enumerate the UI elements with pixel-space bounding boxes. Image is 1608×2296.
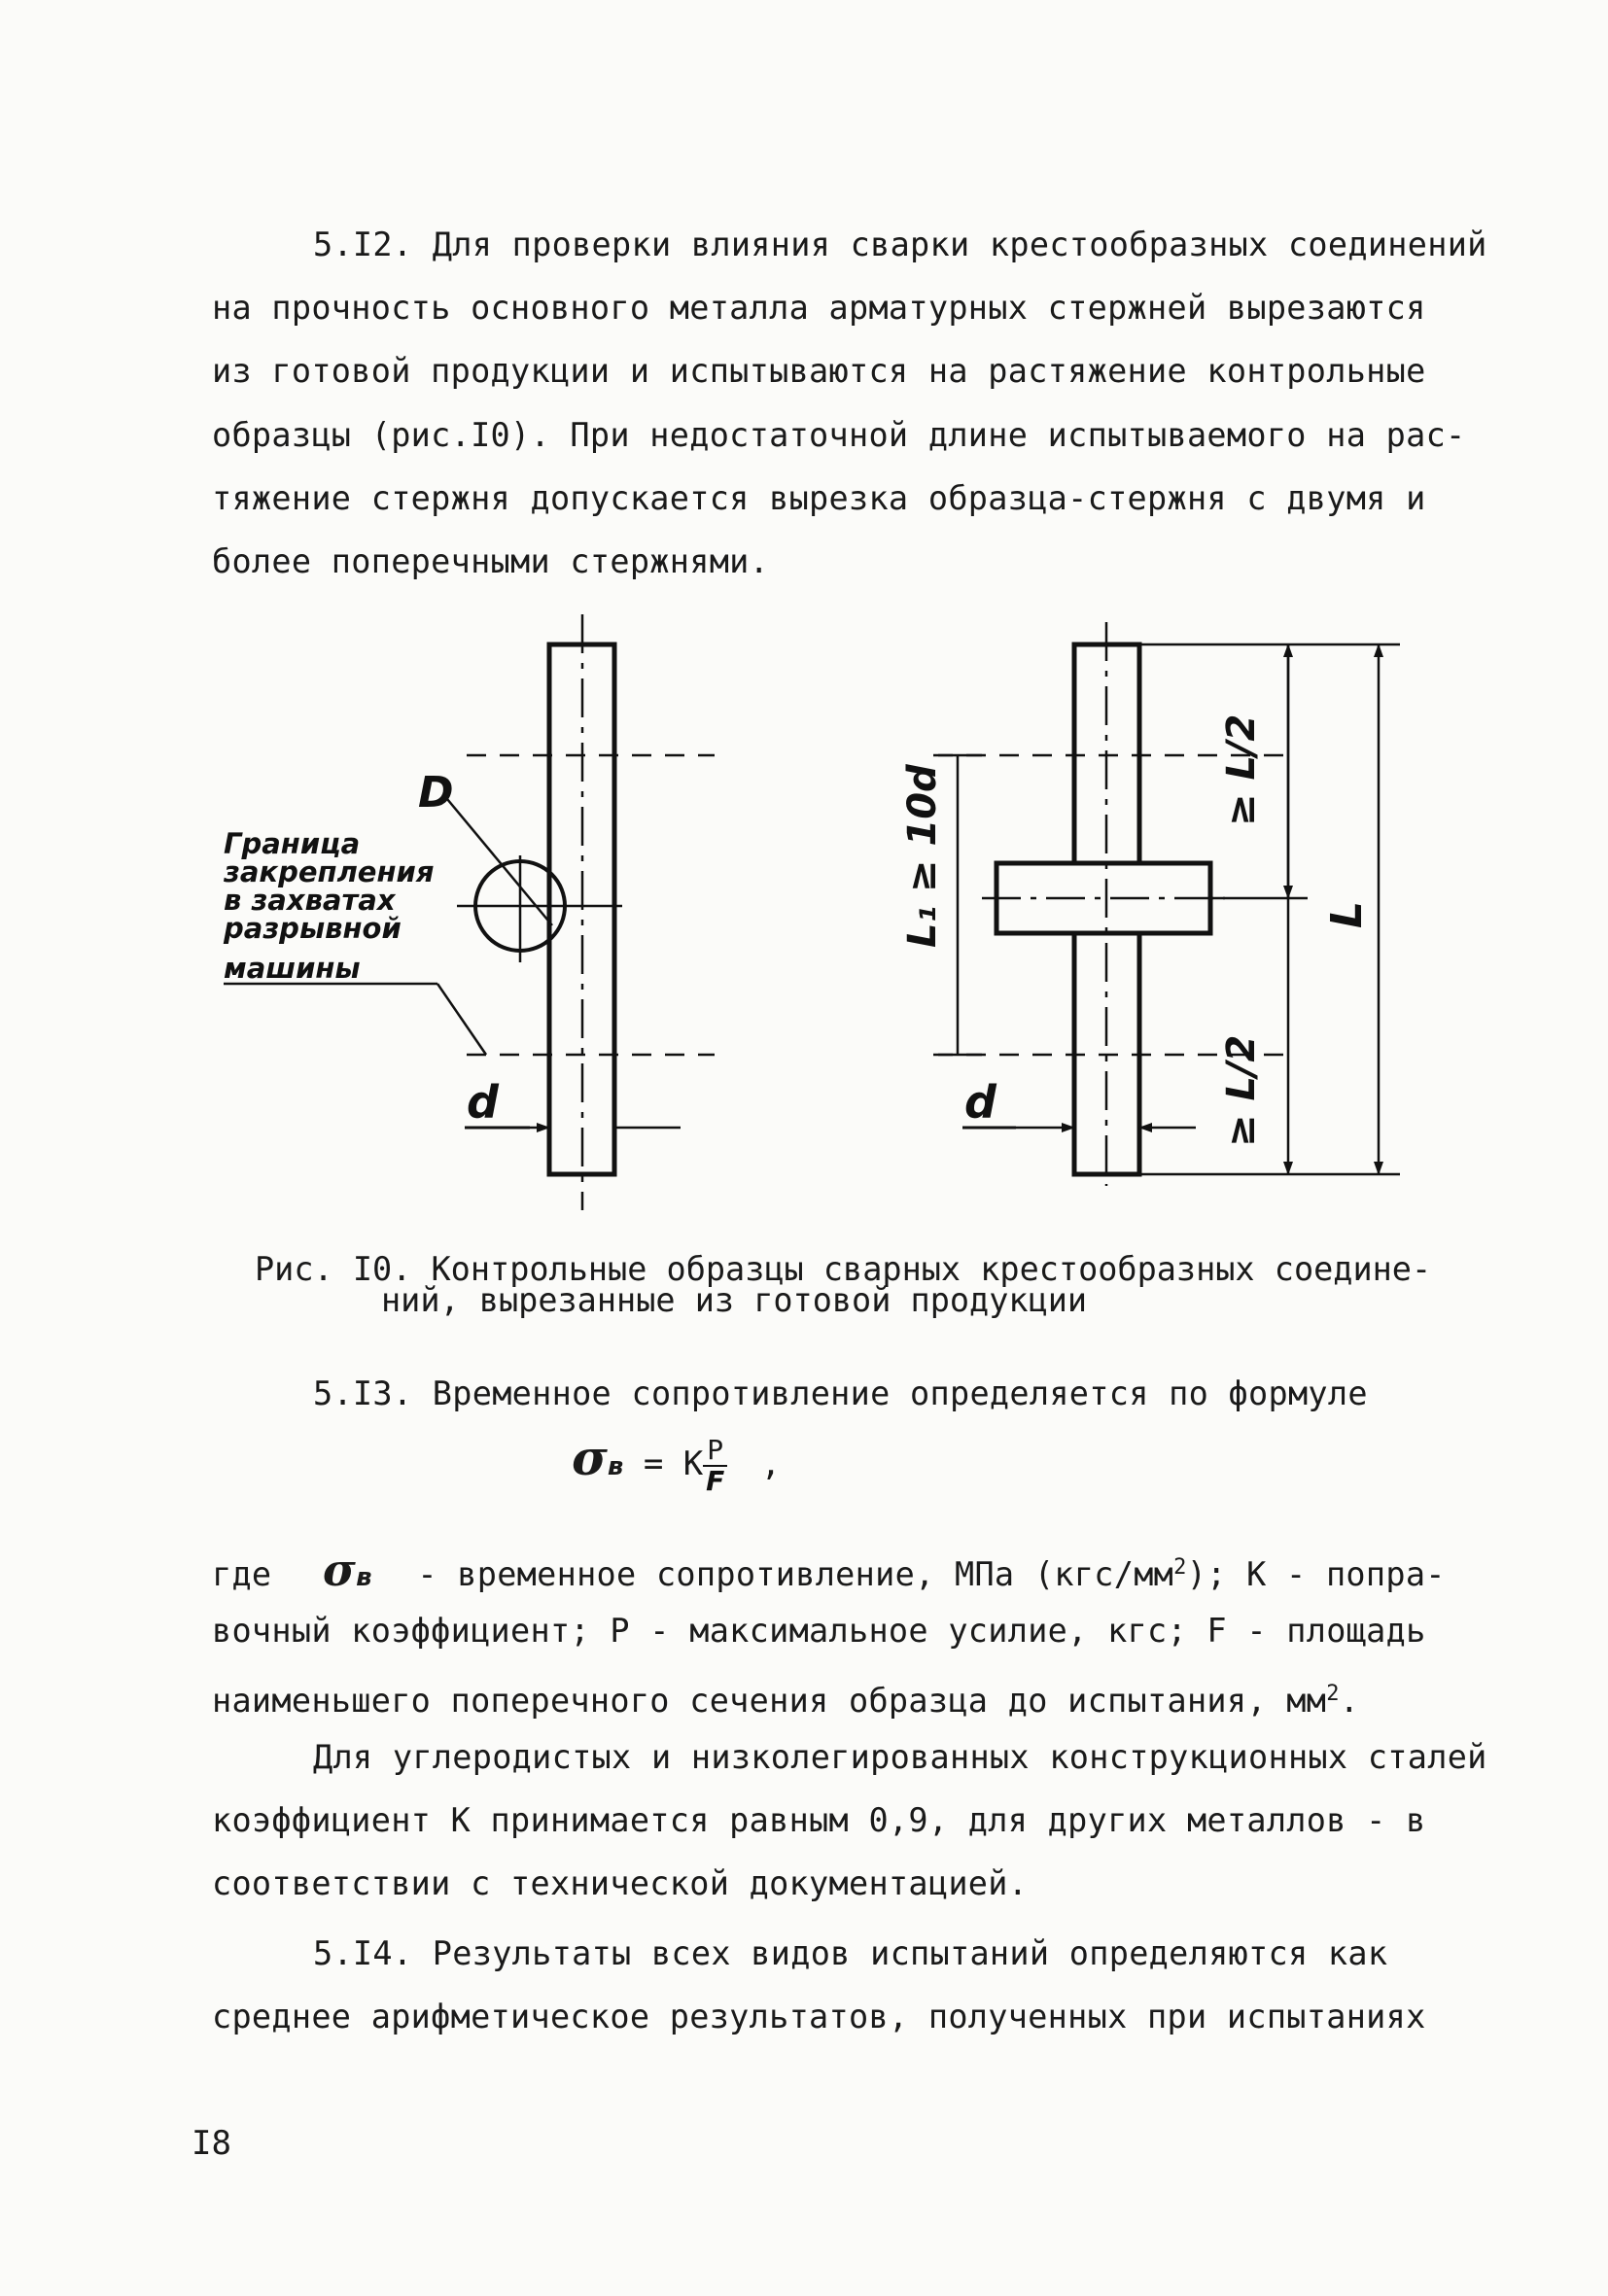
page-number: I8 (192, 2124, 231, 2163)
where-sigma: σ (322, 1544, 357, 1597)
paragraph-513-p2-line-3: соответствии с технической документацией. (212, 1864, 1029, 1902)
formula-comma: , (760, 1444, 782, 1483)
formula-ultimate-strength (572, 1429, 781, 1496)
where-line-2: вочный коэффициент; Р - максимальное усилие, кгс; F - площадь (212, 1612, 1426, 1650)
formula-eq: = K (643, 1444, 704, 1483)
label-d-right: d (964, 1076, 996, 1129)
paragraph-512-line-6: более поперечными стержнями. (212, 542, 770, 580)
boundary-label (223, 827, 434, 985)
where-line-3-text: наименьшего поперечного сечения образца до испытания, мм (212, 1682, 1327, 1721)
label-half-top: ≥ L/2 (1219, 713, 1264, 826)
formula-denominator: F (706, 1464, 725, 1497)
where-line-1 (212, 1544, 1446, 1597)
where-sigma-sub: в (356, 1563, 372, 1593)
paragraph-514-line-1: 5.I4. Результаты всех видов испытаний определяются как (313, 1934, 1388, 1972)
formula-sigma: σ (572, 1429, 608, 1486)
label-D: D (418, 768, 454, 818)
paragraph-513-p2-line-2: коэффициент К принимается равным 0,9, для других металлов - в (212, 1801, 1426, 1839)
boundary-label-line-5: машины (224, 952, 361, 985)
boundary-label-line-4: разрывной (224, 912, 402, 945)
paragraph-513-p2-line-1: Для углеродистых и низколегированных конструкционных сталей (313, 1738, 1487, 1776)
label-L1: L₁ ≥ 10d (900, 764, 945, 948)
paragraph-512-line-4: образцы (рис.I0). При недостаточной длине испытываемого на рас- (212, 416, 1466, 454)
label-L: L (1322, 900, 1372, 928)
where-line-1-tail: ); К - попра- (1186, 1555, 1446, 1594)
boundary-label-line-1: Граница (224, 827, 361, 860)
where-prefix: где (212, 1555, 272, 1594)
where-line-1-sup: 2 (1173, 1555, 1187, 1580)
label-d-left: d (467, 1076, 499, 1129)
boundary-label-line-3: в захватах (224, 884, 396, 917)
formula-sigma-sub: в (607, 1452, 624, 1481)
paragraph-512-line-5: тяжение стержня допускается вырезка образца-стержня с двумя и (212, 479, 1426, 517)
paragraph-512-line-1: 5.I2. Для проверки влияния сварки крестообразных соединений (313, 226, 1487, 263)
paragraph-512-line-2: на прочность основного металла арматурных стержней вырезаются (212, 289, 1426, 327)
formula-fraction (703, 1433, 727, 1497)
figure-caption-line-1: Рис. I0. Контрольные образцы сварных крестообразных соедине- (255, 1250, 1432, 1288)
paragraph-513-intro: 5.I3. Временное сопротивление определяется по формуле (313, 1374, 1368, 1412)
boundary-label-line-2: закрепления (224, 855, 435, 888)
label-half-bottom: ≥ L/2 (1219, 1034, 1264, 1147)
paragraph-514-line-2: среднее арифметическое результатов, полученных при испытаниях (212, 1998, 1426, 2035)
paragraph-512-line-3: из готовой продукции и испытываются на растяжение контрольные (212, 352, 1426, 390)
figure-caption-line-2: ний, вырезанные из готовой продукции (381, 1281, 1088, 1319)
figure-10-drawing (0, 603, 1608, 1225)
where-line-3 (212, 1675, 1359, 1721)
formula-numerator: P (703, 1436, 727, 1467)
where-line-3-tail: . (1339, 1682, 1360, 1721)
where-line-1-text: - временное сопротивление, МПа (кгс/мм (417, 1555, 1174, 1594)
where-line-3-sup: 2 (1326, 1682, 1340, 1706)
leader-boundary (437, 984, 486, 1055)
